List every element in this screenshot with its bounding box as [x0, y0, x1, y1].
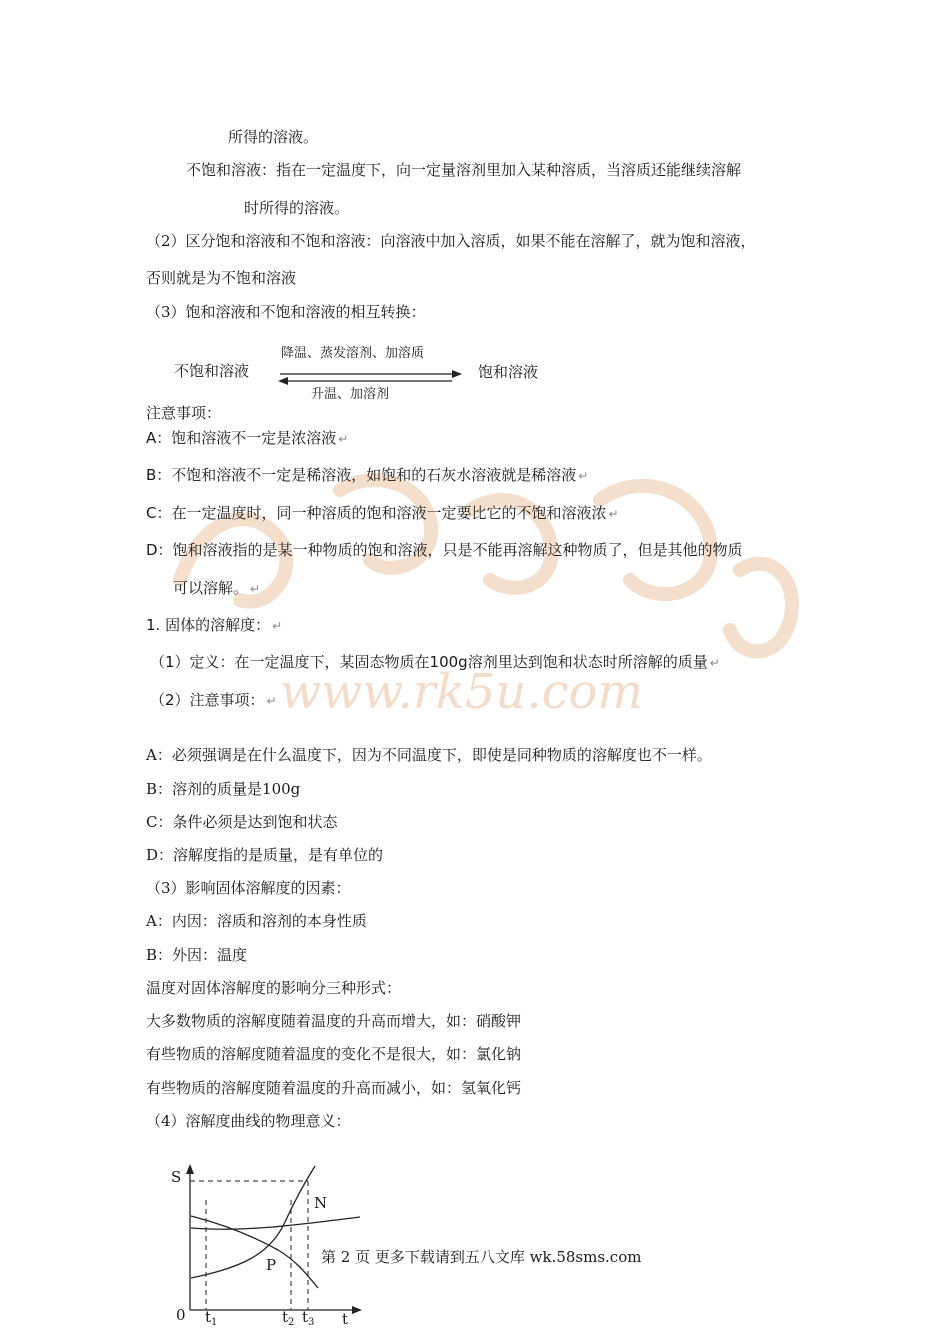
- note-d-line-2: 可以溶解。 ↵: [173, 579, 261, 597]
- curve-title: （4）溶解度曲线的物理意义：: [146, 1112, 351, 1130]
- page-footer: 第 2 页 更多下载请到五八文库 wk.58sms.com: [321, 1248, 642, 1266]
- diagram-right-saturated: 饱和溶液: [478, 363, 539, 381]
- distinguish-line-1: （2）区分饱和溶液和不饱和溶液：向溶液中加入溶质，如果不能在溶解了，就为饱和溶液，: [146, 232, 756, 250]
- point-p-label: P: [266, 1256, 277, 1274]
- definition-line: （1）定义：在一定温度下，某固态物质在100g溶剂里达到饱和状态时所溶解的质量 ↵: [150, 653, 720, 671]
- diagram-bottom-label: 升温、加溶剂: [311, 387, 390, 402]
- unsaturated-def-line-1: 不饱和溶液：指在一定温度下，向一定量溶剂里加入某种溶质，当溶质还能继续溶解: [186, 161, 742, 179]
- factors-title: （3）影响固体溶解度的因素：: [146, 879, 351, 897]
- temp-effect-stable: 有些物质的溶解度随着温度的变化不是很大，如：氯化钠: [146, 1045, 522, 1063]
- factor-external: B：外因：温度: [146, 946, 248, 964]
- temp-effect-increase: 大多数物质的溶解度随着温度的升高而增大，如：硝酸钾: [146, 1012, 522, 1030]
- factor-internal: A：内因：溶质和溶剂的本身性质: [146, 912, 367, 930]
- diagram-left-unsaturated: 不饱和溶液: [174, 362, 250, 380]
- conversion-arrows: [0, 0, 950, 420]
- attention-title: （2）注意事项： ↵: [150, 691, 277, 709]
- point-n-label: N: [314, 1194, 328, 1212]
- note-b: B：不饱和溶液不一定是稀溶液，如饱和的石灰水溶液就是稀溶液 ↵: [146, 466, 589, 484]
- unsaturated-def-line-2: 时所得的溶液。: [244, 199, 350, 217]
- conversion-title: （3）饱和溶液和不饱和溶液的相互转换：: [146, 303, 426, 321]
- attention-d: D：溶解度指的是质量，是有单位的: [146, 846, 384, 864]
- x-axis-label: t: [342, 1310, 349, 1328]
- increasing-curve: [191, 1166, 315, 1278]
- t1-label: $t_1$: [205, 1308, 218, 1328]
- note-a: A：饱和溶液不一定是浓溶液 ↵: [146, 429, 349, 447]
- t3-label: $t_3$: [302, 1308, 315, 1328]
- attention-b: B：溶剂的质量是100g: [146, 780, 301, 798]
- t2-label: $t_2$: [282, 1308, 295, 1328]
- saturated-def-continuation: 所得的溶液。: [228, 128, 319, 146]
- decreasing-curve: [191, 1216, 318, 1288]
- temp-effect-title: 温度对固体溶解度的影响分三种形式：: [146, 979, 402, 997]
- y-axis-label: S: [171, 1168, 182, 1186]
- watermark-url: www.rk5u.com: [280, 664, 643, 720]
- diagram-top-label: 降温、蒸发溶剂、加溶质: [281, 346, 425, 361]
- distinguish-line-2: 否则就是为不饱和溶液: [146, 269, 297, 287]
- forward-arrow-head: [452, 370, 462, 378]
- note-c: C：在一定温度时，同一种溶质的饱和溶液一定要比它的不饱和溶液浓 ↵: [146, 504, 619, 522]
- notes-title: 注意事项：: [146, 404, 222, 422]
- x-axis-arrow: [352, 1306, 362, 1314]
- attention-a: A：必须强调是在什么温度下，因为不同温度下，即使是同种物质的溶解度也不一样。: [146, 746, 712, 764]
- solubility-heading: 1. 固体的溶解度： ↵: [146, 616, 283, 634]
- solubility-curve-graph: [160, 1160, 380, 1320]
- y-axis-arrow: [186, 1164, 194, 1174]
- attention-c: C：条件必须是达到饱和状态: [146, 813, 338, 831]
- note-d-line-1: D：饱和溶液指的是某一种物质的饱和溶液，只是不能再溶解这种物质了，但是其他的物质: [146, 541, 743, 559]
- origin-label: 0: [176, 1306, 186, 1324]
- temp-effect-decrease: 有些物质的溶解度随着温度的升高而减小，如：氢氧化钙: [146, 1079, 522, 1097]
- backward-arrow-head: [278, 377, 288, 385]
